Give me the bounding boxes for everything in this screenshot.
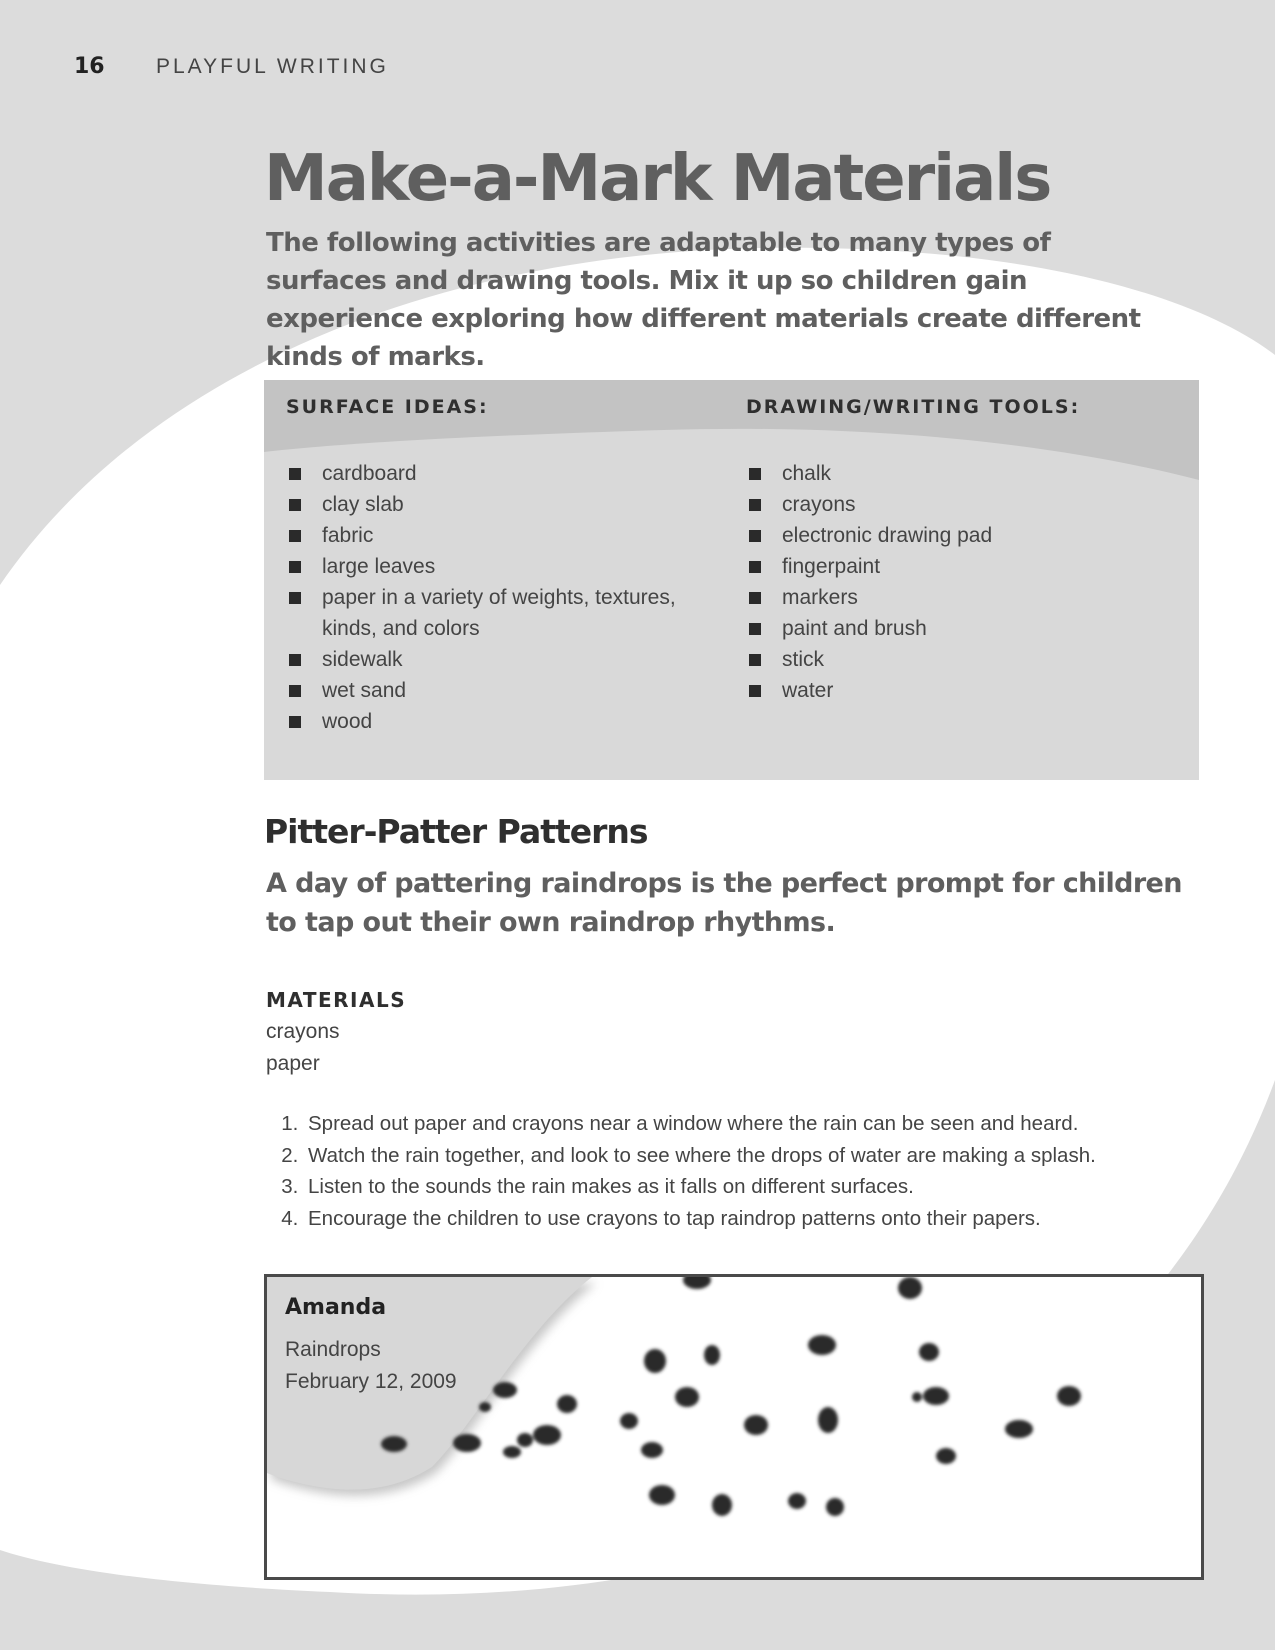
child-artwork — [264, 1274, 1204, 1580]
surface-ideas-column — [286, 380, 716, 737]
list-item: wood — [286, 706, 716, 737]
materials-item: paper — [266, 1052, 320, 1075]
materials-list — [266, 1016, 340, 1080]
step-item: 4. Encourage the children to use crayons to tap raindrop patterns onto their papers. — [304, 1203, 1204, 1235]
artwork-title: Raindrops — [285, 1338, 381, 1361]
drawing-tools-column — [746, 380, 1176, 706]
list-item: sidewalk — [286, 644, 716, 675]
step-item: 2. Watch the rain together, and look to see where the drops of water are making a splash. — [304, 1140, 1204, 1172]
list-item: electronic drawing pad — [746, 520, 1176, 551]
surface-ideas-list — [286, 458, 716, 737]
artwork-date: February 12, 2009 — [285, 1370, 457, 1393]
steps-list — [274, 1108, 1204, 1234]
list-item: markers — [746, 582, 1176, 613]
materials-item: crayons — [266, 1020, 340, 1043]
page-number: 16 — [74, 54, 105, 79]
section-title: Pitter-Patter Patterns — [264, 812, 648, 851]
artist-name: Amanda — [285, 1295, 387, 1320]
step-item: 3. Listen to the sounds the rain makes as it falls on different surfaces. — [304, 1171, 1204, 1203]
list-item: clay slab — [286, 489, 716, 520]
list-item: chalk — [746, 458, 1176, 489]
list-item: fingerpaint — [746, 551, 1176, 582]
list-item: fabric — [286, 520, 716, 551]
list-item: stick — [746, 644, 1176, 675]
page-header — [74, 54, 389, 79]
artwork-caption — [285, 1295, 457, 1398]
surface-ideas-heading: SURFACE IDEAS: — [286, 396, 489, 418]
activity-title: Make-a-Mark Materials — [264, 142, 1051, 216]
drawing-tools-list — [746, 458, 1176, 706]
list-item: cardboard — [286, 458, 716, 489]
list-item: paint and brush — [746, 613, 1176, 644]
materials-heading: MATERIALS — [266, 988, 407, 1012]
list-item: paper in a variety of weights, textures, kinds, and colors — [286, 582, 716, 644]
list-item: crayons — [746, 489, 1176, 520]
materials-box — [264, 380, 1199, 780]
step-item: 1. Spread out paper and crayons near a window where the rain can be seen and heard. — [304, 1108, 1204, 1140]
list-item: water — [746, 675, 1176, 706]
section-intro: A day of pattering raindrops is the perfect prompt for children to tap out their own raindrop rhythms. — [266, 868, 1182, 938]
list-item: large leaves — [286, 551, 716, 582]
running-head: PLAYFUL WRITING — [156, 55, 389, 78]
drawing-tools-heading: DRAWING/WRITING TOOLS: — [746, 396, 1081, 418]
activity-intro: The following activities are adaptable to many types of surfaces and drawing tools. Mix it up so children gain experience exploring how different materials create different kinds of marks. — [266, 228, 1141, 372]
list-item: wet sand — [286, 675, 716, 706]
